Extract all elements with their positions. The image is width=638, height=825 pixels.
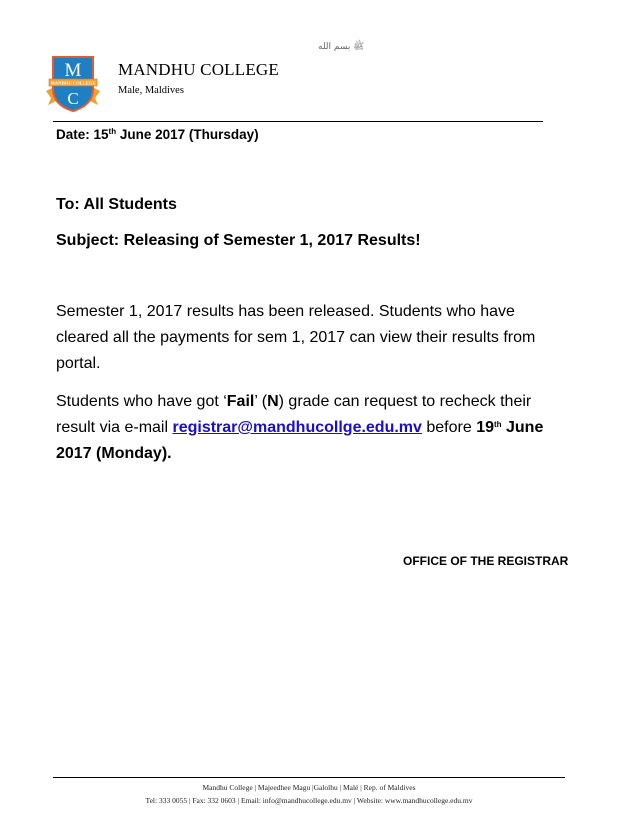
- para2-text-4: before: [421, 419, 477, 436]
- bismillah-calligraphy: ﷺ بسم الله: [318, 42, 365, 52]
- deadline-day: 19: [476, 419, 494, 436]
- date-ordinal-suffix: th: [108, 127, 117, 136]
- college-logo: [44, 53, 102, 113]
- letter-paragraph-2: [56, 389, 556, 467]
- logo-letter-c: C: [67, 89, 79, 108]
- grade-letter: N: [267, 393, 279, 410]
- logo-band-text: MANDHU COLLEGE: [50, 80, 96, 86]
- registrar-email-link[interactable]: registrar@mandhucollge.edu.mv: [172, 419, 422, 436]
- footer-address: Mandhu College | Majeedhee Magu |Galolhu | Malé | Rep. of Maldives: [202, 783, 416, 792]
- letter-paragraph-1: Semester 1, 2017 results has been released. Students who have cleared all the payments for sem 1, 2017 can view their results from portal.: [56, 303, 536, 372]
- footer-contact: Tel: 333 0055 | Fax: 332 0603 | Email: info@mandhucollege.edu.mv | Website: www.mandhucollege.edu.mv: [145, 796, 473, 805]
- fail-keyword: Fail: [226, 393, 255, 410]
- footer-divider: [53, 777, 565, 778]
- letter-subject: Subject: Releasing of Semester 1, 2017 Results!: [56, 232, 421, 249]
- para2-text-2: ’ (: [254, 393, 268, 410]
- para2-text-1: Students who have got ‘: [56, 393, 227, 410]
- deadline-rest: June 2017 (Monday).: [56, 419, 544, 462]
- college-name: MANDHU COLLEGE: [118, 60, 279, 79]
- letter-signature: OFFICE OF THE REGISTRAR: [403, 554, 569, 568]
- college-location: Male, Maldives: [118, 85, 184, 96]
- letter-recipient: To: All Students: [56, 196, 177, 213]
- date-prefix: Date: 15: [56, 127, 109, 142]
- logo-letter-m: M: [64, 60, 82, 81]
- para2-text-3: ) grade can request to recheck their result via e-mail: [56, 393, 532, 436]
- date-rest: June 2017 (Thursday): [116, 127, 259, 142]
- letter-date: [56, 127, 259, 142]
- deadline-ordinal-suffix: th: [493, 420, 502, 429]
- header-divider: [53, 121, 543, 122]
